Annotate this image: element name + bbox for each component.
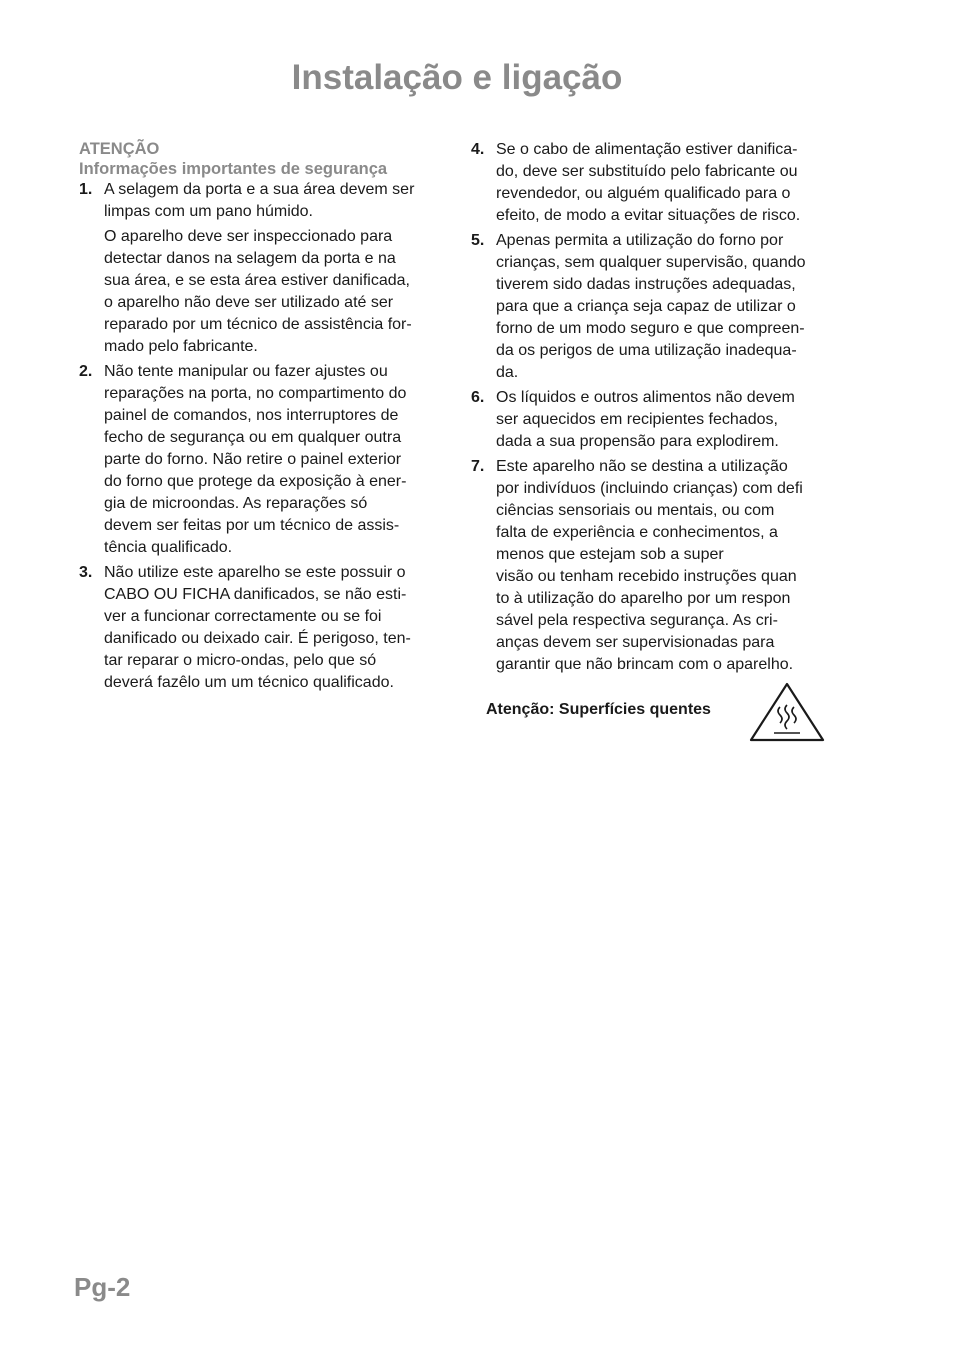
item-text xyxy=(496,387,841,453)
list-item xyxy=(471,456,841,676)
text-line: painel de comandos, nos interruptores de xyxy=(104,407,399,424)
text-line: para que a criança seja capaz de utilizar o xyxy=(496,298,796,315)
text-line: limpas com um pano húmido. xyxy=(104,203,313,220)
item-paragraph xyxy=(104,226,451,358)
text-line: Este aparelho não se destina a utilização xyxy=(496,458,788,475)
hot-surface-label: Atenção: Superfícies quentes xyxy=(486,701,711,718)
text-line: ser aquecidos em recipientes fechados, xyxy=(496,411,778,428)
text-line: deverá fazêlo um um técnico qualificado. xyxy=(104,674,394,691)
text-line: Não tente manipular ou fazer ajustes ou xyxy=(104,363,388,380)
item-text xyxy=(104,179,451,358)
text-line: reparações na porta, no compartimento do xyxy=(104,385,407,402)
text-line: O aparelho deve ser inspeccionado para xyxy=(104,228,393,245)
text-line: Apenas permita a utilização do forno por xyxy=(496,232,784,249)
text-line: forno de um modo seguro e que compreen- xyxy=(496,320,805,337)
text-line: efeito, de modo a evitar situações de risco. xyxy=(496,207,801,224)
text-line: sável pela respectiva segurança. As cri- xyxy=(496,612,778,629)
text-line: mado pelo fabricante. xyxy=(104,338,258,355)
text-line: revendedor, ou alguém qualificado para o xyxy=(496,185,791,202)
item-number: 2. xyxy=(79,363,93,380)
text-line: Os líquidos e outros alimentos não devem xyxy=(496,389,795,406)
text-line: CABO OU FICHA danificados, se não esti- xyxy=(104,586,407,603)
text-line: menos que estejam sob a super xyxy=(496,546,724,563)
item-number: 7. xyxy=(471,458,485,475)
list-item xyxy=(471,230,841,384)
text-line: por indivíduos (incluindo crianças) com defi xyxy=(496,480,803,497)
page-title: Instalação e ligação xyxy=(291,58,623,97)
text-line: reparado por um técnico de assistência for- xyxy=(104,316,412,333)
item-text xyxy=(104,562,451,694)
item-number: 1. xyxy=(79,181,93,198)
hot-surface-warning-icon xyxy=(748,681,826,743)
text-line: da os perigos de uma utilização inadequa- xyxy=(496,342,797,359)
text-line: ver a funcionar correctamente ou se foi xyxy=(104,608,382,625)
text-line: anças devem ser supervisionadas para xyxy=(496,634,775,651)
text-line: danificado ou deixado cair. É perigoso, ten- xyxy=(104,630,411,647)
list-item xyxy=(79,361,451,559)
text-line: garantir que não brincam com o aparelho. xyxy=(496,656,794,673)
text-line: tar reparar o micro-ondas, pelo que só xyxy=(104,652,377,669)
item-number: 6. xyxy=(471,389,485,406)
item-number: 4. xyxy=(471,141,485,158)
text-line: crianças, sem qualquer supervisão, quando xyxy=(496,254,806,271)
text-line: dada a sua propensão para explodirem. xyxy=(496,433,779,450)
text-line: to à utilização do aparelho por um respon xyxy=(496,590,791,607)
text-line: tência qualificado. xyxy=(104,539,233,556)
left-column xyxy=(79,139,451,697)
text-line: ciências sensoriais ou mentais, ou com xyxy=(496,502,775,519)
list-item xyxy=(79,562,451,694)
text-line: do forno que protege da exposição à ener- xyxy=(104,473,407,490)
page-number: Pg-2 xyxy=(74,1272,131,1302)
heading-safety-info: Informações importantes de segurança xyxy=(79,160,388,178)
heading-attention: ATENÇÃO xyxy=(79,140,160,158)
text-line: Se o cabo de alimentação estiver danifica- xyxy=(496,141,798,158)
item-number: 5. xyxy=(471,232,485,249)
text-line: Não utilize este aparelho se este possuir o xyxy=(104,564,406,581)
text-line: visão ou tenham recebido instruções quan xyxy=(496,568,797,585)
text-line: parte do forno. Não retire o painel exterior xyxy=(104,451,402,468)
text-line: detectar danos na selagem da porta e na xyxy=(104,250,396,267)
text-line: fecho de segurança ou em qualquer outra xyxy=(104,429,402,446)
list-item xyxy=(471,387,841,453)
text-line: gia de microondas. As reparações só xyxy=(104,495,368,512)
text-line: do, deve ser substituído pelo fabricante ou xyxy=(496,163,798,180)
item-number: 3. xyxy=(79,564,93,581)
text-line: falta de experiência e conhecimentos, a xyxy=(496,524,778,541)
list-item xyxy=(471,139,841,227)
text-line: da. xyxy=(496,364,519,381)
safety-heading xyxy=(79,139,451,179)
text-line: A selagem da porta e a sua área devem ser xyxy=(104,181,415,198)
hot-surface-warning xyxy=(486,681,831,743)
list-item xyxy=(79,179,451,358)
item-text xyxy=(496,139,841,227)
text-line: sua área, e se esta área estiver danificada, xyxy=(104,272,410,289)
item-text xyxy=(496,230,841,384)
text-line: tiverem sido dadas instruções adequadas, xyxy=(496,276,796,293)
item-text xyxy=(496,456,841,676)
right-column xyxy=(471,139,841,679)
text-line: devem ser feitas por um técnico de assis- xyxy=(104,517,400,534)
text-line: o aparelho não deve ser utilizado até ser xyxy=(104,294,394,311)
item-text xyxy=(104,361,451,559)
